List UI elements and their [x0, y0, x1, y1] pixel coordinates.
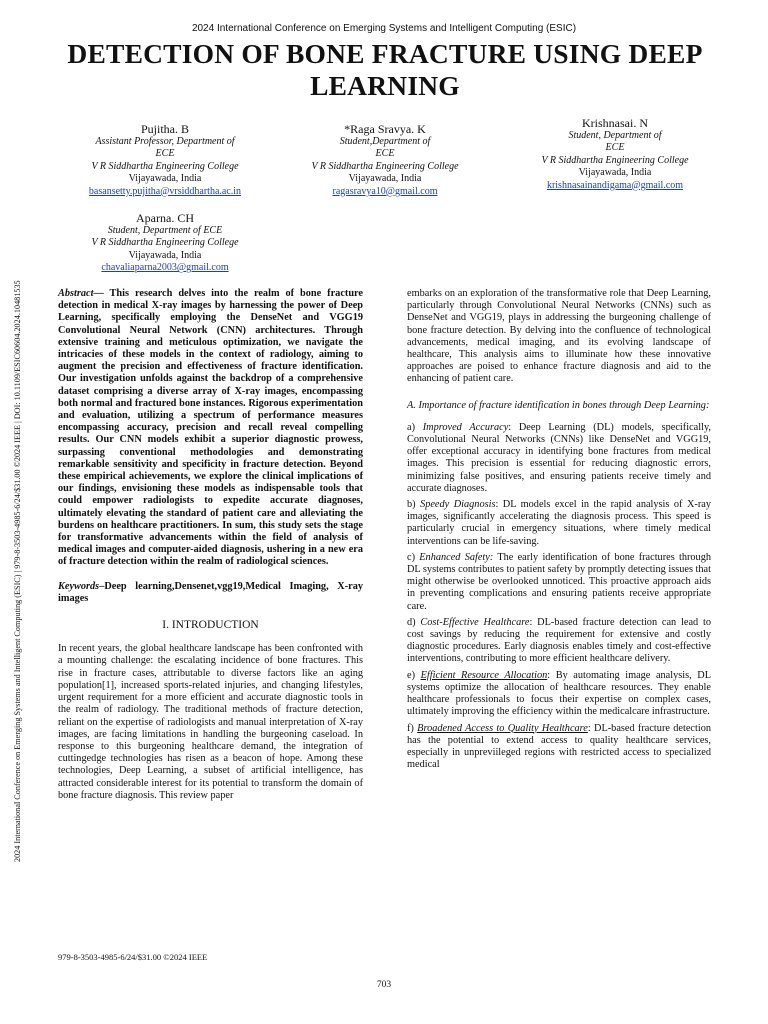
item-text: : Deep Learning (DL) models, specifically, Convolutional Neural Networks (CNNs) like DenseNet and VGG19, offer exceptional accuracy in identifying bone fractures from medical images. This precision is essential for reducing diagnostic errors, minimizing false positives, and ensuring patients receive timely and accurate diagnoses. — [407, 421, 712, 494]
keywords — [58, 581, 363, 605]
list-item — [407, 670, 711, 719]
author-role-dept: ECE — [375, 148, 395, 160]
item-lead: Enhanced Safety: — [419, 551, 494, 563]
author-email-link[interactable]: chavaliaparna2003@gmail.com — [101, 262, 229, 274]
list-item — [407, 723, 711, 772]
author-block — [50, 211, 280, 275]
list-item — [407, 422, 711, 495]
footer-isbn: 979-8-3503-4985-6/24/$31.00 ©2024 IEEE — [58, 952, 208, 962]
sidebar-doi-strip — [12, 162, 24, 862]
author-city: Vijayawada, India — [128, 249, 202, 261]
author-college: V R Siddhartha Engineering College — [91, 160, 239, 172]
item-text: The early identification of bone fractures through DL systems contributes to patient safety by promptly detecting issues that might otherwise be overlooked unnoticed. This proactive approach aids in preventing complications and ensuring patients receive appropriate care. — [407, 551, 711, 612]
author-name: *Raga Sravya. K — [344, 122, 426, 136]
keywords-lead: Keywords — [58, 580, 100, 592]
abstract-body: This research delves into the realm of bone fracture detection in medical X-ray images by harnessing the power of Deep Learning, specifically employing the DenseNet and VGG19 Convolutional Neural Network (CNN) architectures. Through extensive training and meticulous optimization, we navigate the intricacies of these models in the context of radiology, aiming to augment the precision and effectiveness of fracture identification. Our investigation unfolds against the backdrop of a comprehensive dataset comprising a diverse array of X-ray images, encompassing both normal and fractured bone instances. Rigorous experimentation and evaluation, utilizing a spectrum of performance measures encompassing accuracy, precision and recall reveal compelling results. Our CNN models exhibit a superior diagnostic prowess, surpassing conventional methodologies and demonstrating remarkable sensitivity and specificity in fracture detection. Beyond these empirical achievements, we explore the clinical implications of our findings, envisioning these models as indispensable tools that could empower radiologists to expedite accurate diagnoses, ultimately elevating the standard of patient care and alleviating the burdens on healthcare practitioners. In sum, this study sets the stage for transformative advancements within the field of analysis of medical images and computer-aided diagnosis, ushering in a new era of fracture detection within the realm of radiological sciences. — [58, 288, 363, 568]
list-item — [407, 552, 711, 613]
item-lead: Efficient Resource Allocation — [420, 669, 548, 681]
author-name: Pujitha. B — [140, 122, 189, 136]
author-email-link[interactable]: krishnasainandigama@gmail.com — [546, 179, 684, 191]
author-block — [270, 122, 500, 198]
section-heading-introduction: I. INTRODUCTION — [162, 619, 259, 632]
item-prefix: b) — [407, 499, 421, 511]
item-lead: Cost-Effective Healthcare — [420, 616, 530, 628]
author-role-dept: ECE — [155, 148, 175, 160]
author-city: Vijayawada, India — [578, 167, 652, 179]
author-role: Assistant Professor, Department of — [95, 136, 235, 147]
abstract-lead: Abstract— — [58, 288, 104, 299]
intro-continuation: embarks on an exploration of the transformative role that Deep Learning, particularly through Convolutional Neural Networks (CNNs) such as DenseNet and VGG19, plays in addressing the burgeoning challenge of bone fracture detection. By delving into the confluence of technological advancements, medical imaging, and its evolving landscape of healthcare, This analysis aims to illuminate how these innovative approaches are poised to enhance fracture diagnosis and aid to the enhancing of patient care. — [407, 288, 711, 385]
author-role-dept: ECE — [605, 142, 625, 154]
right-column — [407, 288, 711, 771]
item-text: : DL-based fracture detection has the potential to extend access to quality healthcare services, especially in unpreviileged regions with restricted access to specialized medical — [407, 722, 711, 771]
author-college: V R Siddhartha Engineering College — [541, 154, 689, 166]
author-college: V R Siddhartha Engineering College — [311, 160, 459, 172]
author-city: Vijayawada, India — [128, 173, 202, 185]
author-block — [500, 116, 730, 192]
page-number: 703 — [376, 980, 392, 990]
author-block — [50, 122, 280, 198]
author-email-link[interactable]: basansetty.pujitha@vrsiddhartha.ac.in — [88, 185, 242, 197]
item-text: : DL-based fracture detection can lead to cost savings by reducing the requirement for extensive and costly diagnostic procedures. Early diagnosis enables timely and cost-effective interventions, contributing to more efficient healthcare delivery. — [407, 616, 711, 665]
author-name: Aparna. CH — [136, 211, 194, 225]
list-item — [407, 499, 711, 548]
left-column — [58, 288, 363, 802]
list-item — [407, 617, 711, 666]
item-lead: Broadened Access to Quality Healthcare — [417, 722, 588, 734]
item-lead: Improved Accuracy — [422, 421, 509, 433]
item-lead: Speedy Diagnosis — [420, 499, 496, 511]
item-prefix: a) — [407, 421, 423, 433]
sidebar-text: 2024 International Conference on Emerging Systems and Intelligent Computing (ESIC) | 979-8-3503-4985-6/24/$31.00 ©2024 IEEE | DOI: 10.1109/ESIC60604.2024.10481535 — [13, 280, 22, 862]
author-role: Student, Department of — [568, 130, 662, 141]
author-college: V R Siddhartha Engineering College — [91, 237, 239, 249]
abstract — [58, 288, 363, 569]
paper-title: DETECTION OF BONE FRACTURE USING DEEP LEARNING — [67, 38, 703, 101]
author-name: Krishnasai. N — [582, 116, 648, 130]
author-email-link[interactable]: ragasravya10@gmail.com — [332, 185, 438, 197]
item-prefix: e) — [407, 669, 421, 681]
subsection-heading: A. Importance of fracture identification in bones through Deep Learning: — [407, 399, 710, 411]
author-role: Student,Department of — [339, 136, 431, 147]
item-prefix: f) — [407, 722, 418, 734]
item-prefix: c) — [407, 551, 420, 563]
keywords-body: –Deep learning,Densenet,vgg19,Medical Imaging, X-ray images — [58, 580, 363, 604]
item-text: : DL models excel in the rapid analysis of X-ray images, significantly accelerating the diagnosis process. This speed is particularly crucial in emergency situations, where timely medical interventions can be life-saving. — [407, 499, 711, 547]
conference-header: 2024 International Conference on Emerging Systems and Intelligent Computing (ESIC) — [191, 23, 577, 34]
item-text: : By automating image analysis, DL systems optimize the allocation of healthcare resources. They enable healthcare professionals to focus their expertise on complex cases, ultimately improving the efficiency within the medicalcare infrastructure. — [407, 669, 711, 718]
author-city: Vijayawada, India — [348, 173, 422, 185]
item-prefix: d) — [407, 616, 421, 628]
intro-paragraph: In recent years, the global healthcare landscape has been confronted with a mounting challenge: the escalating incidence of bone fractures. This rise in fracture cases, attributable to diverse factors like an aging population[1], increased sports-related injuries, and changing lifestyles, urgent requirement for a more efficient and accurate diagnostic tools in the realm of radiology. The traditional methods of fracture detection, reliant on the expertise of radiologists and manual interpretation of X-ray images, are facing limitations in handling the burgeoning caseload. In response to this burgeoning healthcare demand, the integration of cuttingedge technologies has risen as a beacon of hope. Among these technologies, Deep Learning, a subset of artificial intelligence, has attracted considerable interest for its potential to transform the domain of bone fracture diagnosis. This review paper — [58, 643, 363, 801]
author-role: Student, Department of ECE — [107, 225, 223, 236]
